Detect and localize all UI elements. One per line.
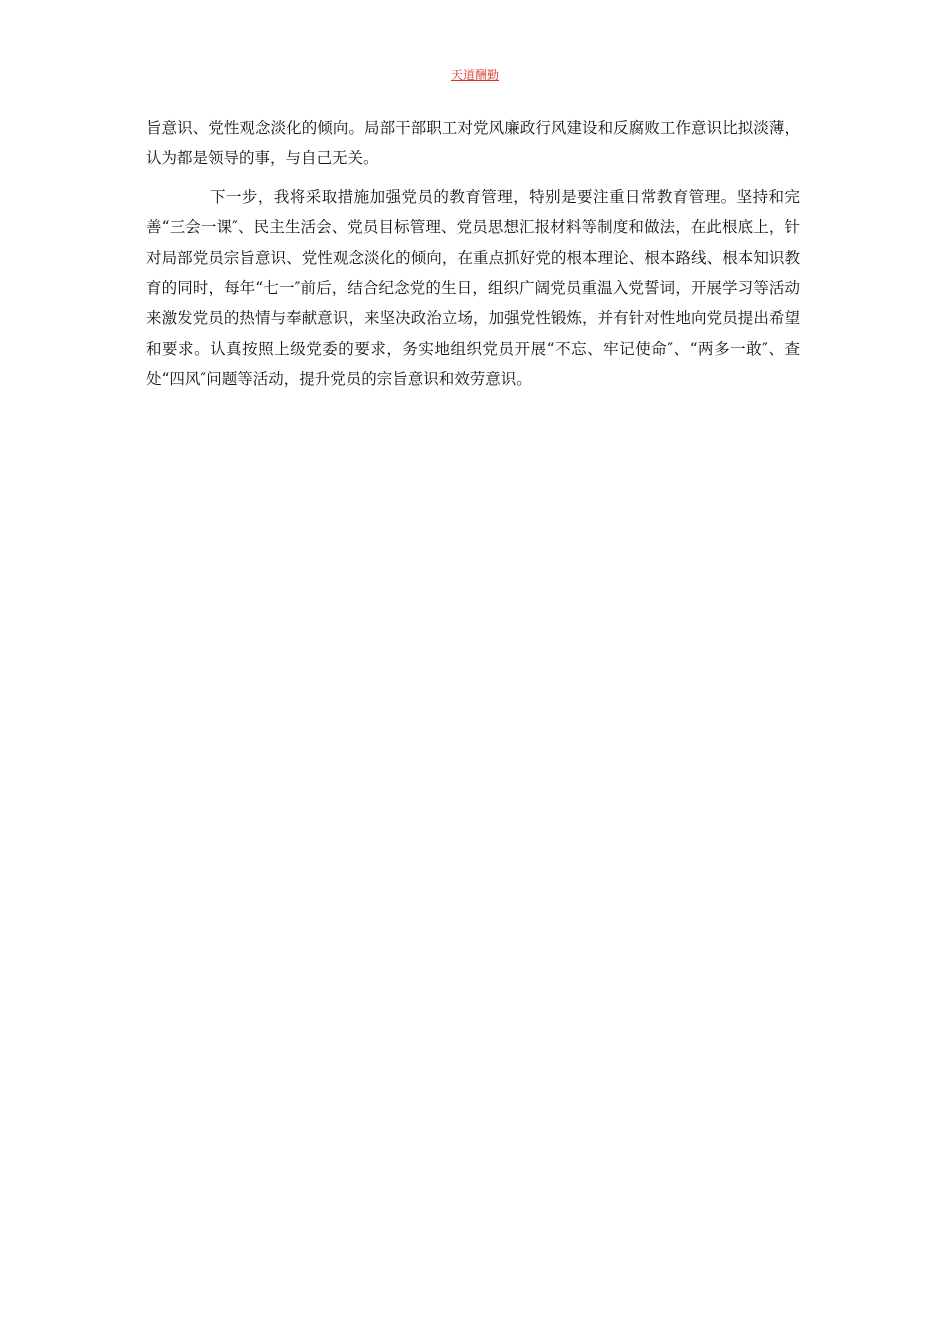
paragraph-continuation: 旨意识、党性观念淡化的倾向。局部干部职工对党风廉政行风建设和反腐败工作意识比拟淡薄，认为都是领导的事，与自己无关。 [146, 119, 800, 168]
paragraph-next-steps: 下一步，我将采取措施加强党员的教育管理，特别是要注重日常教育管理。坚持和完善“三会一课″、民主生活会、党员目标管理、党员思想汇报材料等制度和做法，在此根底上，针对局部党员宗旨意识、党性观念淡化的倾向，在重点抓好党的根本理论、根本路线、根本知识教育的同时，每年“七一″前后，结合纪念党的生日，组织广阔党员重温入党誓词，开展学习等活动来激发党员的热情与奉献意识，来坚决政治立场，加强党性锻炼，并有针对性地向党员提出希望和要求。认真按照上级党委的要求，务实地组织党员开展“不忘、牢记使命″、“两多一敢″、查处“四风″问题等活动，提升党员的宗旨意识和效劳意识。 [146, 187, 800, 389]
document-body [146, 113, 800, 403]
header-link[interactable]: 天道酬勤 [450, 68, 499, 82]
